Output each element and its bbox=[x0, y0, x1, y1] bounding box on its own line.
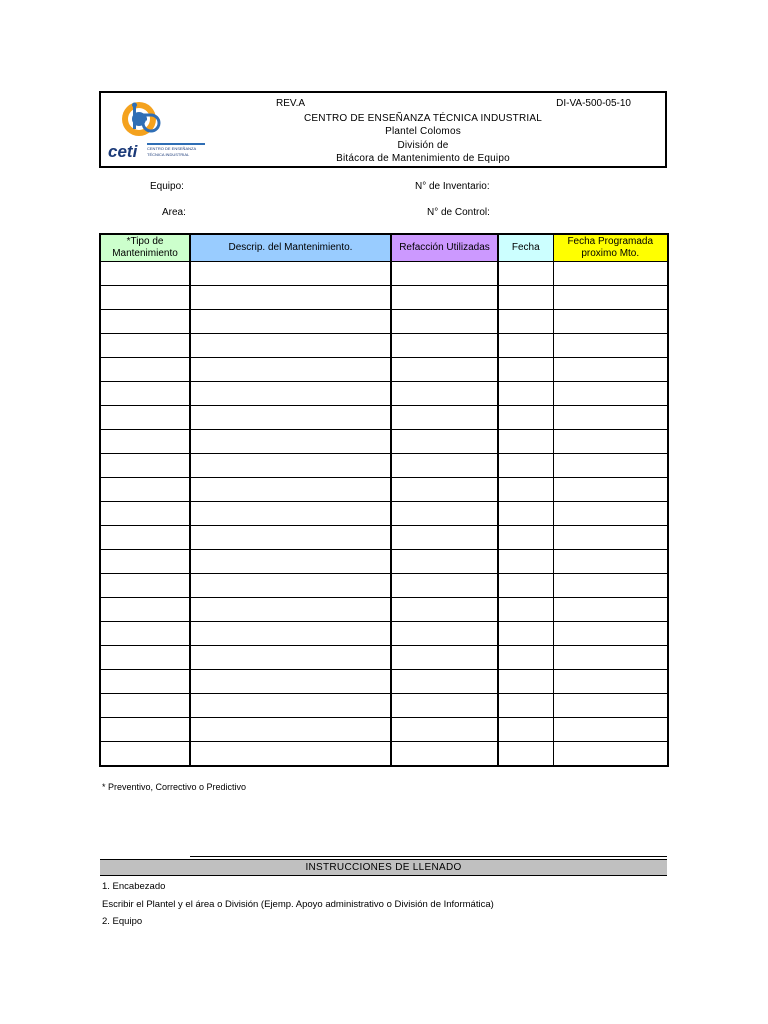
cell-fecha[interactable] bbox=[498, 262, 553, 286]
svg-text:CENTRO DE ENSEÑANZA: CENTRO DE ENSEÑANZA bbox=[147, 146, 197, 151]
instruction-item: 2. Equipo bbox=[102, 916, 143, 927]
cell-refaccion[interactable] bbox=[391, 694, 498, 718]
instructions-title: INSTRUCCIONES DE LLENADO bbox=[100, 859, 667, 876]
cell-tipo[interactable] bbox=[100, 430, 190, 454]
cell-refaccion[interactable] bbox=[391, 310, 498, 334]
cell-descripcion[interactable] bbox=[190, 430, 391, 454]
cell-refaccion[interactable] bbox=[391, 262, 498, 286]
cell-fecha[interactable] bbox=[498, 622, 553, 646]
cell-descripcion[interactable] bbox=[190, 574, 391, 598]
campus-name: Plantel Colomos bbox=[385, 126, 461, 137]
cell-fecha-programada[interactable] bbox=[553, 358, 668, 382]
cell-fecha-programada[interactable] bbox=[553, 598, 668, 622]
table-row bbox=[100, 454, 668, 478]
cell-fecha[interactable] bbox=[498, 334, 553, 358]
cell-tipo[interactable] bbox=[100, 550, 190, 574]
header-fecha-programada: Fecha Programada proximo Mto. bbox=[553, 234, 668, 262]
cell-tipo[interactable] bbox=[100, 406, 190, 430]
table-row bbox=[100, 598, 668, 622]
header-descripcion: Descrip. del Mantenimiento. bbox=[190, 234, 391, 262]
cell-refaccion[interactable] bbox=[391, 334, 498, 358]
cell-fecha-programada[interactable] bbox=[553, 502, 668, 526]
svg-text:ceti: ceti bbox=[108, 142, 138, 159]
cell-descripcion[interactable] bbox=[190, 598, 391, 622]
cell-tipo[interactable] bbox=[100, 526, 190, 550]
table-row bbox=[100, 694, 668, 718]
cell-tipo[interactable] bbox=[100, 382, 190, 406]
cell-fecha[interactable] bbox=[498, 670, 553, 694]
cell-tipo[interactable] bbox=[100, 670, 190, 694]
table-row bbox=[100, 430, 668, 454]
cell-refaccion[interactable] bbox=[391, 550, 498, 574]
cell-fecha-programada[interactable] bbox=[553, 742, 668, 767]
header-title-block bbox=[251, 98, 595, 166]
cell-fecha-programada[interactable] bbox=[553, 382, 668, 406]
table-row bbox=[100, 286, 668, 310]
cell-descripcion[interactable] bbox=[190, 694, 391, 718]
cell-descripcion[interactable] bbox=[190, 622, 391, 646]
cell-refaccion[interactable] bbox=[391, 454, 498, 478]
cell-refaccion[interactable] bbox=[391, 358, 498, 382]
cell-descripcion[interactable] bbox=[190, 550, 391, 574]
table-row bbox=[100, 526, 668, 550]
cell-refaccion[interactable] bbox=[391, 286, 498, 310]
cell-fecha[interactable] bbox=[498, 406, 553, 430]
cell-fecha[interactable] bbox=[498, 742, 553, 767]
cell-tipo[interactable] bbox=[100, 694, 190, 718]
footnote: * Preventivo, Correctivo o Predictivo bbox=[102, 782, 247, 792]
inventario-label: N° de Inventario: bbox=[415, 181, 490, 192]
cell-tipo[interactable] bbox=[100, 286, 190, 310]
cell-refaccion[interactable] bbox=[391, 718, 498, 742]
cell-descripcion[interactable] bbox=[190, 526, 391, 550]
cell-fecha[interactable] bbox=[498, 286, 553, 310]
cell-fecha-programada[interactable] bbox=[553, 478, 668, 502]
cell-tipo[interactable] bbox=[100, 718, 190, 742]
cell-fecha[interactable] bbox=[498, 718, 553, 742]
cell-descripcion[interactable] bbox=[190, 454, 391, 478]
document-code: DI-VA-500-05-10 bbox=[556, 98, 631, 109]
table-row bbox=[100, 502, 668, 526]
cell-tipo[interactable] bbox=[100, 334, 190, 358]
cell-descripcion[interactable] bbox=[190, 718, 391, 742]
cell-descripcion[interactable] bbox=[190, 382, 391, 406]
cell-refaccion[interactable] bbox=[391, 478, 498, 502]
cell-fecha-programada[interactable] bbox=[553, 622, 668, 646]
cell-descripcion[interactable] bbox=[190, 478, 391, 502]
document-header bbox=[99, 91, 667, 168]
table-row bbox=[100, 358, 668, 382]
table-row bbox=[100, 550, 668, 574]
cell-fecha-programada[interactable] bbox=[553, 334, 668, 358]
table-row bbox=[100, 406, 668, 430]
cell-tipo[interactable] bbox=[100, 262, 190, 286]
cell-fecha[interactable] bbox=[498, 430, 553, 454]
instruction-item: 1. Encabezado bbox=[102, 881, 166, 892]
table-row bbox=[100, 646, 668, 670]
cell-refaccion[interactable] bbox=[391, 382, 498, 406]
cell-fecha-programada[interactable] bbox=[553, 694, 668, 718]
cell-fecha-programada[interactable] bbox=[553, 550, 668, 574]
cell-fecha-programada[interactable] bbox=[553, 574, 668, 598]
divider bbox=[190, 856, 667, 857]
cell-tipo[interactable] bbox=[100, 310, 190, 334]
cell-fecha[interactable] bbox=[498, 478, 553, 502]
table-row bbox=[100, 382, 668, 406]
table-row bbox=[100, 574, 668, 598]
institution-name: CENTRO DE ENSEÑANZA TÉCNICA INDUSTRIAL bbox=[303, 112, 542, 124]
table-row bbox=[100, 622, 668, 646]
cell-fecha[interactable] bbox=[498, 646, 553, 670]
cell-fecha-programada[interactable] bbox=[553, 526, 668, 550]
maintenance-log-table bbox=[99, 233, 669, 767]
cell-tipo[interactable] bbox=[100, 742, 190, 767]
cell-tipo[interactable] bbox=[100, 598, 190, 622]
cell-refaccion[interactable] bbox=[391, 646, 498, 670]
cell-refaccion[interactable] bbox=[391, 574, 498, 598]
cell-refaccion[interactable] bbox=[391, 670, 498, 694]
area-label: Area: bbox=[162, 207, 186, 218]
cell-fecha[interactable] bbox=[498, 502, 553, 526]
cell-fecha-programada[interactable] bbox=[553, 454, 668, 478]
cell-tipo[interactable] bbox=[100, 622, 190, 646]
cell-fecha[interactable] bbox=[498, 598, 553, 622]
cell-descripcion[interactable] bbox=[190, 286, 391, 310]
cell-fecha[interactable] bbox=[498, 694, 553, 718]
cell-fecha-programada[interactable] bbox=[553, 286, 668, 310]
header-refaccion: Refacción Utilizadas bbox=[391, 234, 498, 262]
cell-fecha-programada[interactable] bbox=[553, 430, 668, 454]
table-row bbox=[100, 310, 668, 334]
cell-fecha-programada[interactable] bbox=[553, 406, 668, 430]
cell-descripcion[interactable] bbox=[190, 502, 391, 526]
cell-descripcion[interactable] bbox=[190, 646, 391, 670]
instruction-item: Escribir el Plantel y el área o División (Ejemp. Apoyo administrativo o División de Informática) bbox=[102, 899, 494, 910]
cell-fecha[interactable] bbox=[498, 310, 553, 334]
cell-fecha-programada[interactable] bbox=[553, 718, 668, 742]
cell-tipo[interactable] bbox=[100, 358, 190, 382]
equipo-label: Equipo: bbox=[150, 181, 184, 192]
cell-fecha-programada[interactable] bbox=[553, 310, 668, 334]
document-title: Bitácora de Mantenimiento de Equipo bbox=[336, 153, 510, 164]
cell-refaccion[interactable] bbox=[391, 430, 498, 454]
cell-fecha[interactable] bbox=[498, 358, 553, 382]
cell-descripcion[interactable] bbox=[190, 310, 391, 334]
table-row bbox=[100, 742, 668, 767]
cell-refaccion[interactable] bbox=[391, 502, 498, 526]
cell-refaccion[interactable] bbox=[391, 526, 498, 550]
cell-fecha[interactable] bbox=[498, 454, 553, 478]
cell-tipo[interactable] bbox=[100, 574, 190, 598]
table-row bbox=[100, 718, 668, 742]
cell-fecha-programada[interactable] bbox=[553, 670, 668, 694]
cell-tipo[interactable] bbox=[100, 646, 190, 670]
table-row bbox=[100, 334, 668, 358]
cell-refaccion[interactable] bbox=[391, 598, 498, 622]
table-row bbox=[100, 670, 668, 694]
cell-descripcion[interactable] bbox=[190, 358, 391, 382]
cell-fecha[interactable] bbox=[498, 382, 553, 406]
header-tipo-mantenimiento: *Tipo de Mantenimiento bbox=[100, 234, 190, 262]
cell-fecha[interactable] bbox=[498, 550, 553, 574]
revision-label: REV.A bbox=[276, 98, 306, 109]
cell-refaccion[interactable] bbox=[391, 406, 498, 430]
header-fecha: Fecha bbox=[498, 234, 553, 262]
cell-fecha-programada[interactable] bbox=[553, 646, 668, 670]
control-label: N° de Control: bbox=[427, 207, 490, 218]
cell-descripcion[interactable] bbox=[190, 670, 391, 694]
division-label: División de bbox=[397, 139, 449, 151]
table-row bbox=[100, 478, 668, 502]
cell-tipo[interactable] bbox=[100, 502, 190, 526]
cell-descripcion[interactable] bbox=[190, 334, 391, 358]
cell-fecha-programada[interactable] bbox=[553, 262, 668, 286]
cell-descripcion[interactable] bbox=[190, 406, 391, 430]
table-header-row bbox=[100, 234, 668, 262]
cell-descripcion[interactable] bbox=[190, 262, 391, 286]
cell-fecha[interactable] bbox=[498, 574, 553, 598]
cell-descripcion[interactable] bbox=[190, 742, 391, 767]
cell-tipo[interactable] bbox=[100, 454, 190, 478]
cell-refaccion[interactable] bbox=[391, 622, 498, 646]
table-row bbox=[100, 262, 668, 286]
ceti-logo bbox=[107, 97, 207, 159]
svg-text:TÉCNICA INDUSTRIAL: TÉCNICA INDUSTRIAL bbox=[147, 152, 190, 157]
cell-tipo[interactable] bbox=[100, 478, 190, 502]
cell-refaccion[interactable] bbox=[391, 742, 498, 767]
cell-fecha[interactable] bbox=[498, 526, 553, 550]
